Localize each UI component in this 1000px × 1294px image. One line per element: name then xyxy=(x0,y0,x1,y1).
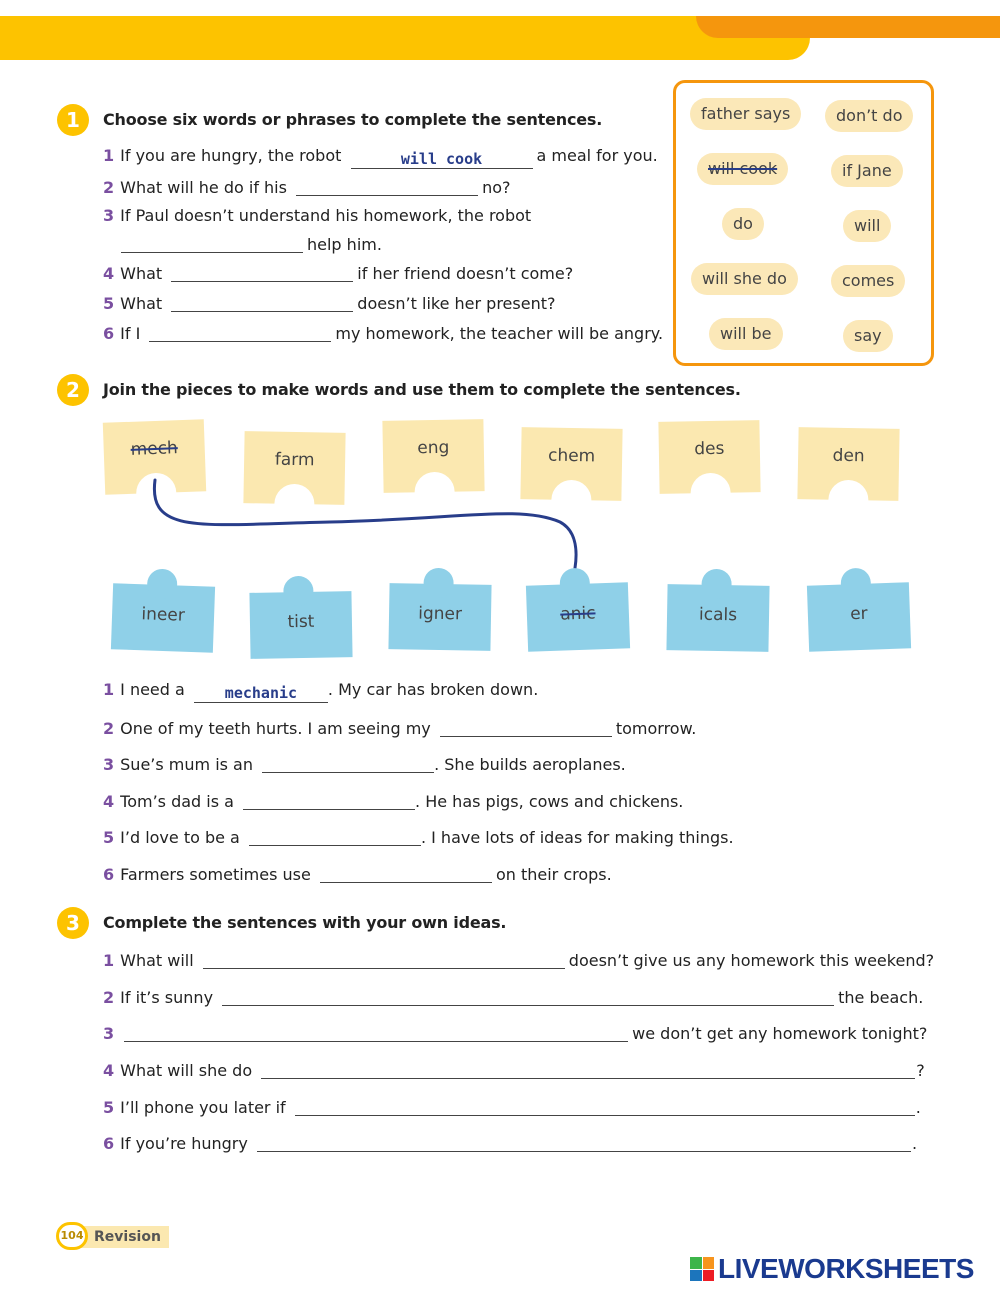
liveworksheets-logo[interactable] xyxy=(690,1254,974,1284)
ex1-sentence-1 xyxy=(103,145,658,167)
ex3-sentence-1 xyxy=(103,948,934,972)
item-number: 6 xyxy=(103,324,115,343)
ex1-answer-1[interactable]: will cook xyxy=(351,151,533,169)
puzzle-bottom-piece[interactable] xyxy=(526,582,630,652)
ex3-sentence-3 xyxy=(103,1021,927,1045)
sentence-after: if her friend doesn’t come? xyxy=(357,264,574,283)
sentence-after: the beach. xyxy=(838,988,924,1007)
sentence-before: What xyxy=(120,294,163,313)
sentence-before: What will she do xyxy=(120,1061,253,1080)
puzzle-top-piece[interactable] xyxy=(382,419,484,493)
ex3-sentence-6 xyxy=(103,1131,917,1155)
item-number: 5 xyxy=(103,1098,115,1117)
piece-label: chem xyxy=(547,445,596,467)
sentence-before: Sue’s mum is an xyxy=(120,755,253,774)
sentence-after: on their crops. xyxy=(495,865,612,884)
word-chip[interactable]: comes xyxy=(831,265,905,297)
sentence-after: help him. xyxy=(307,235,382,254)
ex3-sentence-4 xyxy=(103,1058,925,1082)
puzzle-top-piece[interactable] xyxy=(658,420,760,494)
sentence-before: One of my teeth hurts. I am seeing my xyxy=(120,719,431,738)
brand-name: LIVEWORKSHEETS xyxy=(718,1253,974,1284)
item-number: 5 xyxy=(103,828,115,847)
sentence-before: If I xyxy=(120,324,141,343)
sentence-before: Tom’s dad is a xyxy=(120,792,234,811)
sentence-after: . She builds aeroplanes. xyxy=(434,755,626,774)
word-chip[interactable]: will xyxy=(843,210,891,242)
exercise-1-instruction: Choose six words or phrases to complete the sentences. xyxy=(103,110,603,129)
puzzle-bottom-piece[interactable] xyxy=(249,591,352,659)
piece-label: ineer xyxy=(141,604,186,626)
sentence-before: Farmers sometimes use xyxy=(120,865,311,884)
ex1-answer-6[interactable] xyxy=(149,324,331,342)
ex2-sentence-1 xyxy=(103,679,538,701)
sentence-before: If you’re hungry xyxy=(120,1134,248,1153)
ex1-answer-3[interactable] xyxy=(121,235,303,253)
ex1-sentence-5 xyxy=(103,291,555,315)
word-chip[interactable]: father says xyxy=(690,98,801,130)
ex1-answer-5[interactable] xyxy=(171,294,353,312)
sentence-after: ? xyxy=(916,1061,925,1080)
ex2-answer-1[interactable]: mechanic xyxy=(194,685,328,703)
item-number: 5 xyxy=(103,294,115,313)
piece-knob xyxy=(559,568,590,599)
piece-label: er xyxy=(849,603,868,625)
piece-knob xyxy=(147,568,178,599)
puzzle-bottom-piece[interactable] xyxy=(388,583,491,651)
ex2-answer-6[interactable] xyxy=(320,865,492,883)
ex1-answer-2[interactable] xyxy=(296,178,478,196)
ex2-answer-5[interactable] xyxy=(249,828,421,846)
item-number: 3 xyxy=(103,206,115,225)
item-number: 2 xyxy=(103,988,115,1007)
ex2-sentence-2 xyxy=(103,716,696,740)
sentence-after: we don’t get any homework tonight? xyxy=(632,1024,928,1043)
sentence-before: If you are hungry, the robot xyxy=(120,146,342,165)
item-number: 1 xyxy=(103,680,115,699)
header-orange-band xyxy=(696,16,1000,38)
ex3-answer-3[interactable] xyxy=(124,1024,628,1042)
sentence-before: If Paul doesn’t understand his homework, the robot xyxy=(120,206,532,225)
exercise-2-instruction: Join the pieces to make words and use them to complete the sentences. xyxy=(103,380,741,399)
exercise-3-instruction: Complete the sentences with your own ideas. xyxy=(103,913,507,932)
ex3-answer-2[interactable] xyxy=(222,988,834,1006)
ex2-answer-3[interactable] xyxy=(262,755,434,773)
item-number: 6 xyxy=(103,865,115,884)
piece-knob xyxy=(840,568,871,599)
word-box xyxy=(673,80,934,366)
puzzle-bottom-piece[interactable] xyxy=(666,584,769,652)
ex2-sentence-5 xyxy=(103,825,734,849)
sentence-after: . My car has broken down. xyxy=(327,680,539,699)
piece-knob xyxy=(423,568,454,599)
item-number: 3 xyxy=(103,755,115,774)
ex1-sentence-6 xyxy=(103,321,663,345)
sentence-after: . He has pigs, cows and chickens. xyxy=(415,792,684,811)
header-yellow-band xyxy=(0,16,810,60)
liveworksheets-icon xyxy=(690,1257,714,1281)
sentence-after: tomorrow. xyxy=(615,719,697,738)
word-chip[interactable]: don’t do xyxy=(825,100,913,132)
sentence-after: no? xyxy=(482,178,511,197)
word-chip[interactable]: if Jane xyxy=(831,155,903,187)
piece-notch xyxy=(136,472,177,513)
ex3-answer-4[interactable] xyxy=(261,1061,915,1079)
sentence-before: I need a xyxy=(120,680,185,699)
sentence-after: . xyxy=(915,1098,921,1117)
piece-label: igner xyxy=(418,603,463,625)
item-number: 4 xyxy=(103,1061,115,1080)
ex2-answer-2[interactable] xyxy=(440,719,612,737)
ex2-sentence-3 xyxy=(103,752,626,776)
piece-knob xyxy=(701,569,732,600)
piece-notch xyxy=(274,484,315,525)
sentence-after: doesn’t like her present? xyxy=(357,294,556,313)
piece-label: mech xyxy=(130,438,179,460)
item-number: 1 xyxy=(103,951,115,970)
ex1-sentence-4 xyxy=(103,261,573,285)
ex2-answer-4[interactable] xyxy=(243,792,415,810)
piece-notch xyxy=(828,480,869,521)
ex1-answer-4[interactable] xyxy=(171,264,353,282)
exercise-1-number: 1 xyxy=(57,104,89,136)
ex1-sentence-3 xyxy=(103,205,531,227)
puzzle-bottom-piece[interactable] xyxy=(807,582,911,652)
ex3-answer-6[interactable] xyxy=(257,1134,911,1152)
sentence-before: I’ll phone you later if xyxy=(120,1098,286,1117)
sentence-after: my homework, the teacher will be angry. xyxy=(335,324,664,343)
sentence-after: . I have lots of ideas for making things. xyxy=(420,828,734,847)
word-chip[interactable]: say xyxy=(843,320,893,352)
piece-knob xyxy=(283,576,314,607)
word-chip[interactable]: will be xyxy=(709,318,783,350)
piece-label: farm xyxy=(274,449,315,471)
exercise-2-number: 2 xyxy=(57,374,89,406)
word-chip-used[interactable]: will cook xyxy=(697,153,788,185)
page-number: 104 xyxy=(56,1222,88,1250)
sentence-before: What will xyxy=(120,951,194,970)
piece-notch xyxy=(551,480,592,521)
puzzle-top-piece[interactable] xyxy=(103,419,206,494)
ex1-sentence-2 xyxy=(103,175,510,199)
piece-label: icals xyxy=(698,604,738,626)
ex1-sentence-3-cont xyxy=(117,232,382,256)
sentence-after: doesn’t give us any homework this weekend? xyxy=(568,951,935,970)
piece-notch xyxy=(414,472,455,513)
puzzle-top-piece[interactable] xyxy=(243,431,345,505)
item-number: 2 xyxy=(103,178,115,197)
puzzle-top-piece[interactable] xyxy=(797,427,899,501)
puzzle-bottom-piece[interactable] xyxy=(111,583,215,653)
ex3-sentence-2 xyxy=(103,985,923,1009)
sentence-after: a meal for you. xyxy=(536,146,658,165)
ex2-sentence-4 xyxy=(103,789,683,813)
footer-label: Revision xyxy=(94,1229,161,1245)
ex3-sentence-5 xyxy=(103,1095,921,1119)
piece-label: den xyxy=(832,445,865,467)
piece-label: tist xyxy=(287,611,315,633)
word-chip[interactable]: will she do xyxy=(691,263,798,295)
item-number: 3 xyxy=(103,1024,115,1043)
sentence-before: What will he do if his xyxy=(120,178,287,197)
piece-label: anic xyxy=(559,603,596,625)
item-number: 1 xyxy=(103,146,115,165)
sentence-after: . xyxy=(911,1134,918,1153)
item-number: 2 xyxy=(103,719,115,738)
ex2-sentence-6 xyxy=(103,862,612,886)
word-chip[interactable]: do xyxy=(722,208,764,240)
ex3-answer-1[interactable] xyxy=(203,951,565,969)
puzzle-top-piece[interactable] xyxy=(520,427,622,501)
piece-label: eng xyxy=(417,437,450,459)
ex3-answer-5[interactable] xyxy=(295,1098,915,1116)
item-number: 4 xyxy=(103,264,115,283)
sentence-before: What xyxy=(120,264,163,283)
piece-label: des xyxy=(694,438,725,460)
item-number: 6 xyxy=(103,1134,115,1153)
piece-notch xyxy=(690,473,731,514)
item-number: 4 xyxy=(103,792,115,811)
sentence-before: If it’s sunny xyxy=(120,988,214,1007)
exercise-3-number: 3 xyxy=(57,907,89,939)
sentence-before: I’d love to be a xyxy=(120,828,240,847)
